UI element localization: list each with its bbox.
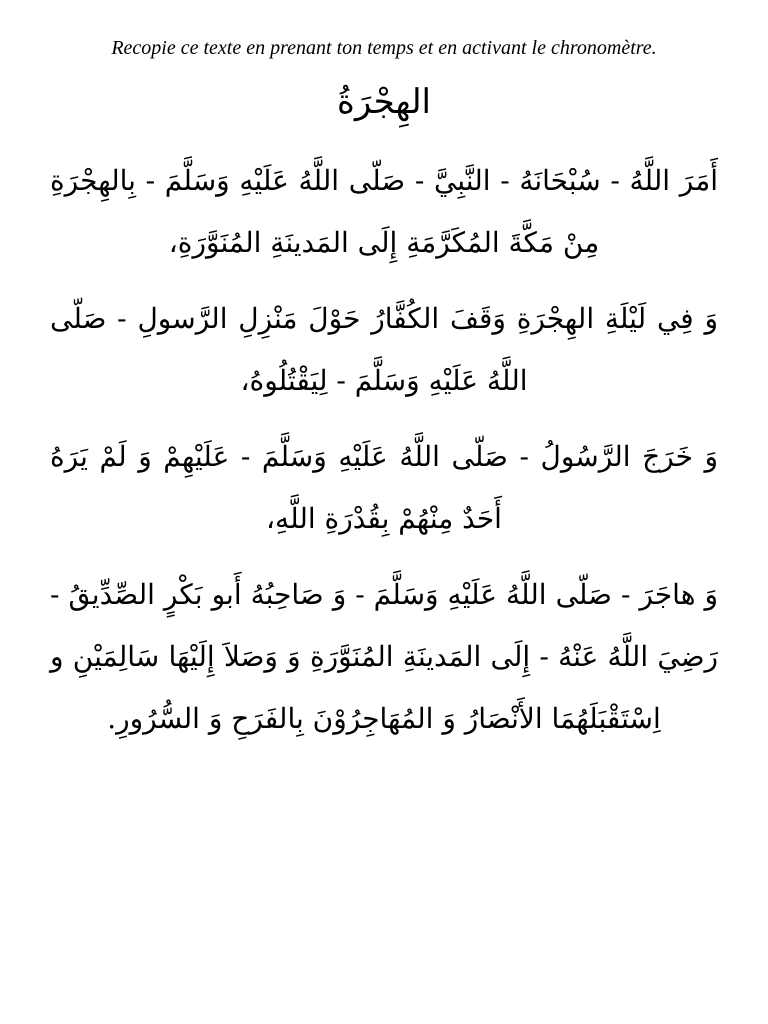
paragraph: وَ فِي لَيْلَةِ الهِجْرَةِ وَقَفَ الكُفَّارُ حَوْلَ مَنْزِلِ الرَّسولِ - صَلّى اللَّهُ عَلَيْهِ وَسَلَّمَ - لِيَقْتُلُوهُ، bbox=[50, 302, 718, 397]
paragraph: وَ خَرَجَ الرَّسُولُ - صَلّى اللَّهُ عَلَيْهِ وَسَلَّمَ - عَلَيْهِمْ وَ لَمْ يَرَهُ أَحَدٌ مِنْهُمْ بِقُدْرَةِ اللَّهِ، bbox=[50, 440, 718, 535]
paragraph: وَ هاجَرَ - صَلّى اللَّهُ عَلَيْهِ وَسَلَّمَ - وَ صَاحِبُهُ أَبو بَكْرٍ الصِّدِّيقُ - رَضِيَ اللَّهُ عَنْهُ - إِلَى المَدينَةِ المُنَوَّرَةِ وَ وَصَلاَ إِلَيْهَا سَالِمَيْنِ و اِسْتَقْبَلَهُمَا الأَنْصَارُ وَ المُهَاجِرُوْنَ بِالفَرَحِ وَ السُّرُورِ. bbox=[50, 578, 718, 735]
page-title: الهِجْرَةُ bbox=[337, 82, 431, 122]
arabic-text-body bbox=[50, 150, 718, 764]
paragraph: أَمَرَ اللَّهُ - سُبْحَانَهُ - النَّبِيَّ - صَلّى اللَّهُ عَلَيْهِ وَسَلَّمَ - بِالهِجْرَةِ مِنْ مَكَّةَ المُكَرَّمَةِ إِلَى المَدينَةِ المُنَوَّرَةِ، bbox=[50, 164, 718, 259]
instruction-text: Recopie ce texte en prenant ton temps et en activant le chronomètre. bbox=[111, 37, 657, 59]
